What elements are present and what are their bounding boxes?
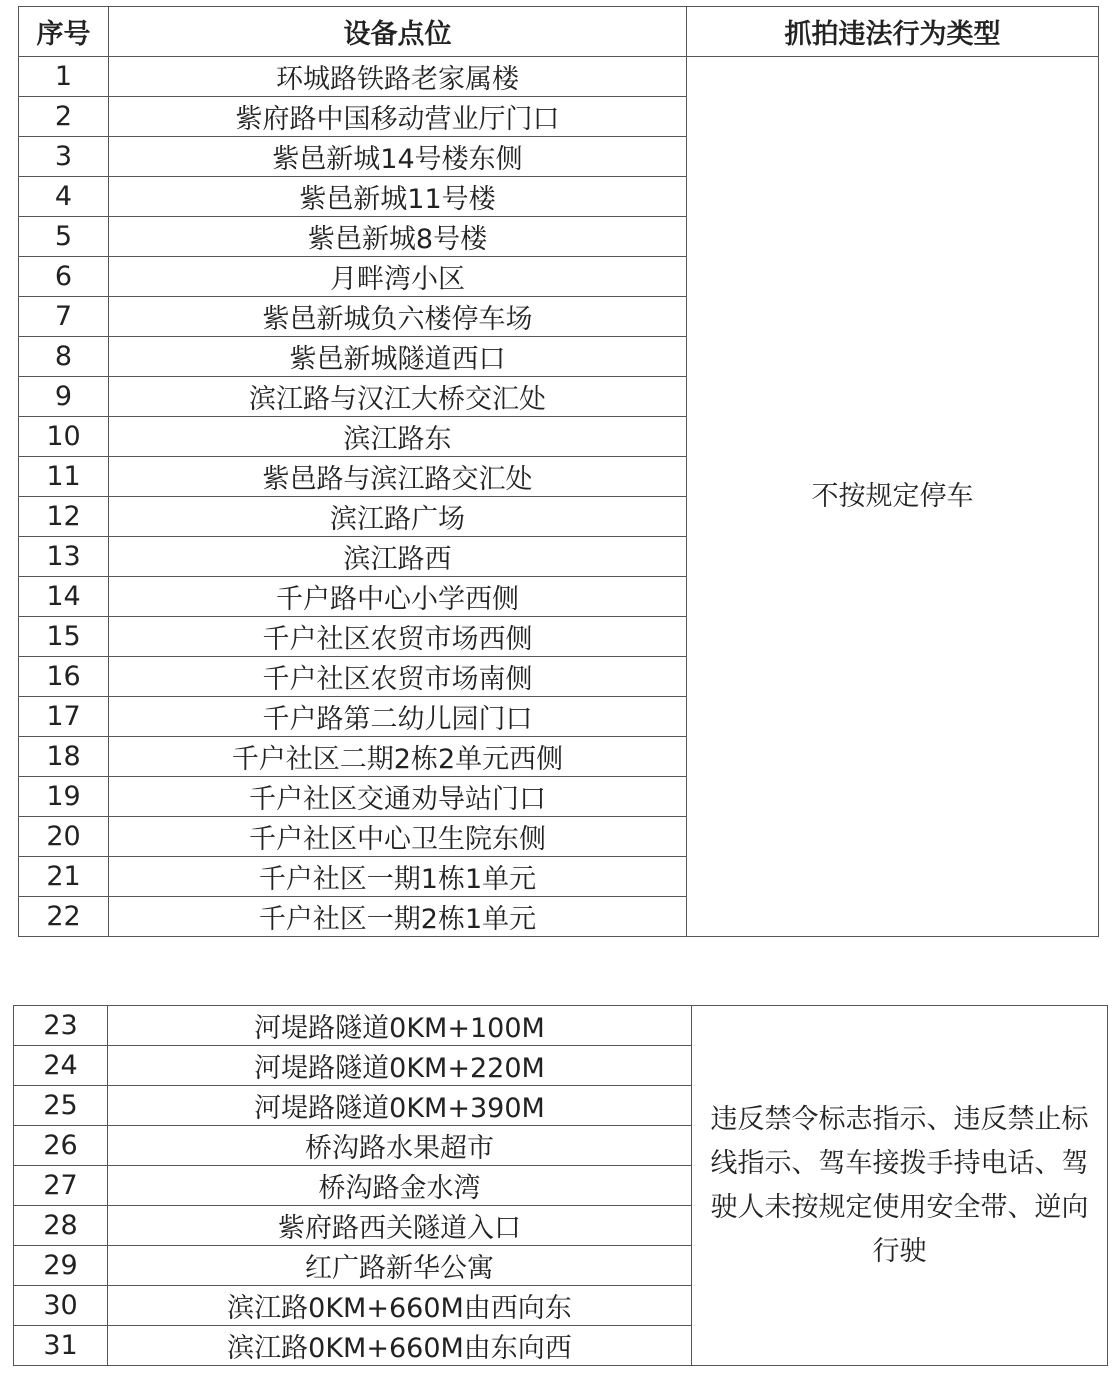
location-cell: 河堤路隧道0KM+100M [108,1006,692,1046]
location-cell: 环城路铁路老家属楼 [109,57,687,97]
seq-cell: 5 [19,217,109,257]
location-cell: 滨江路0KM+660M由东向西 [108,1326,692,1366]
location-cell: 滨江路0KM+660M由西向东 [108,1286,692,1326]
seq-cell: 25 [14,1086,108,1126]
location-cell: 千户路中心小学西侧 [109,577,687,617]
seq-cell: 19 [19,777,109,817]
location-cell: 紫邑新城负六楼停车场 [109,297,687,337]
seq-cell: 16 [19,657,109,697]
seq-cell: 18 [19,737,109,777]
seq-cell: 2 [19,97,109,137]
seq-cell: 12 [19,497,109,537]
seq-cell: 29 [14,1246,108,1286]
location-cell: 千户社区二期2栋2单元西侧 [109,737,687,777]
seq-cell: 6 [19,257,109,297]
seq-cell: 21 [19,857,109,897]
location-cell: 紫邑新城隧道西口 [109,337,687,377]
seq-cell: 27 [14,1166,108,1206]
header-seq: 序号 [19,7,109,57]
table-row [14,1006,1108,1046]
seq-cell: 4 [19,177,109,217]
table-row [19,57,1099,97]
header-row [19,7,1099,57]
location-cell: 河堤路隧道0KM+220M [108,1046,692,1086]
seq-cell: 14 [19,577,109,617]
seq-cell: 23 [14,1006,108,1046]
location-cell: 滨江路广场 [109,497,687,537]
seq-cell: 17 [19,697,109,737]
location-cell: 千户社区农贸市场南侧 [109,657,687,697]
seq-cell: 11 [19,457,109,497]
location-cell: 河堤路隧道0KM+390M [108,1086,692,1126]
location-cell: 紫邑新城14号楼东侧 [109,137,687,177]
seq-cell: 22 [19,897,109,937]
seq-cell: 31 [14,1326,108,1366]
header-violation: 抓拍违法行为类型 [687,7,1099,57]
location-cell: 紫府路中国移动营业厅门口 [109,97,687,137]
location-cell: 千户路第二幼儿园门口 [109,697,687,737]
seq-cell: 20 [19,817,109,857]
location-cell: 桥沟路金水湾 [108,1166,692,1206]
location-cell: 千户社区一期1栋1单元 [109,857,687,897]
location-cell: 月畔湾小区 [109,257,687,297]
device-table-part2 [13,1005,1108,1366]
header-location: 设备点位 [109,7,687,57]
location-cell: 紫邑路与滨江路交汇处 [109,457,687,497]
location-cell: 千户社区农贸市场西侧 [109,617,687,657]
seq-cell: 30 [14,1286,108,1326]
location-cell: 红广路新华公寓 [108,1246,692,1286]
location-cell: 滨江路与汉江大桥交汇处 [109,377,687,417]
seq-cell: 28 [14,1206,108,1246]
location-cell: 千户社区交通劝导站门口 [109,777,687,817]
location-cell: 滨江路东 [109,417,687,457]
seq-cell: 10 [19,417,109,457]
violation-type-cell: 违反禁令标志指示、违反禁止标线指示、驾车接拨手持电话、驾驶人未按规定使用安全带、逆向行驶 [692,1006,1108,1366]
seq-cell: 1 [19,57,109,97]
seq-cell: 8 [19,337,109,377]
location-cell: 千户社区中心卫生院东侧 [109,817,687,857]
seq-cell: 3 [19,137,109,177]
location-cell: 桥沟路水果超市 [108,1126,692,1166]
seq-cell: 7 [19,297,109,337]
location-cell: 紫邑新城11号楼 [109,177,687,217]
location-cell: 滨江路西 [109,537,687,577]
seq-cell: 15 [19,617,109,657]
violation-type-cell: 不按规定停车 [687,57,1099,937]
seq-cell: 24 [14,1046,108,1086]
seq-cell: 26 [14,1126,108,1166]
device-table-part1 [18,6,1099,937]
seq-cell: 9 [19,377,109,417]
seq-cell: 13 [19,537,109,577]
location-cell: 千户社区一期2栋1单元 [109,897,687,937]
location-cell: 紫邑新城8号楼 [109,217,687,257]
location-cell: 紫府路西关隧道入口 [108,1206,692,1246]
